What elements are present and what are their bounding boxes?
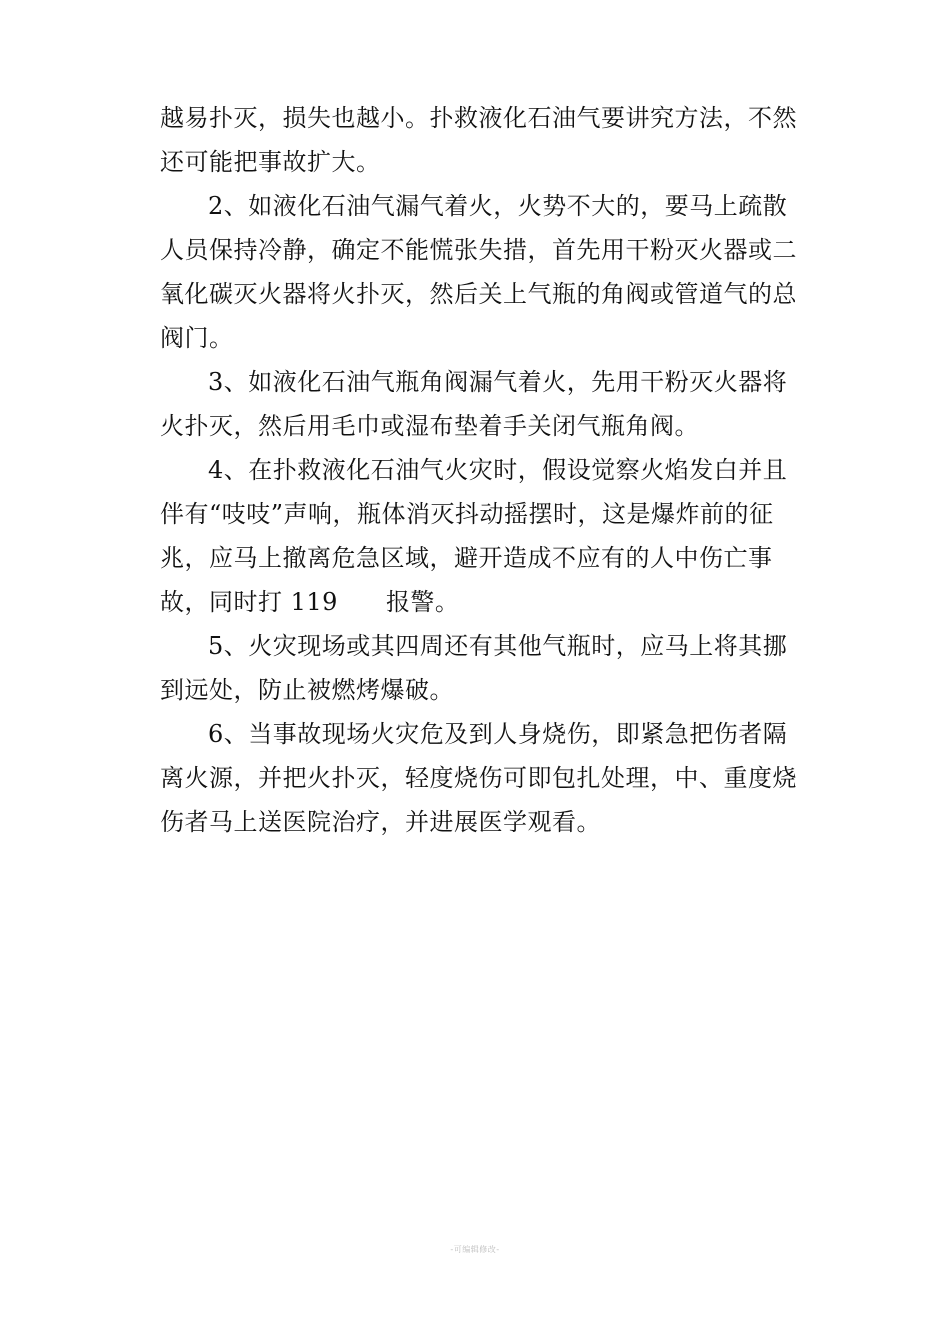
paragraph-item-4-end: 报警。 xyxy=(385,588,460,616)
paragraph-item-6: 6、当事故现场火灾危及到人身烧伤，即紧急把伤者隔离火源，并把火扑灭，轻度烧伤可即包扎处理，中、重度烧伤者马上送医院治疗，并进展医学观看。 xyxy=(160,720,797,836)
paragraph-item-5: 5、火灾现场或其四周还有其他气瓶时，应马上将其挪到远处，防止被燃烤爆破。 xyxy=(160,632,788,704)
document-body xyxy=(160,96,810,844)
paragraph-item-4-main: 4、在扑救液化石油气火灾时，假设觉察火焰发白并且伴有“吱吱”声响，瓶体消灭抖动摇摆时，这是爆炸前的征兆，应马上撤离危急区域，避开造成不应有的人中伤亡事故，同时打 119 xyxy=(160,456,788,616)
paragraph-item-3: 3、如液化石油气瓶角阀漏气着火，先用干粉灭火器将火扑灭，然后用毛巾或湿布垫着手关闭气瓶角阀。 xyxy=(160,368,788,440)
paragraph-item-2: 2、如液化石油气漏气着火，火势不大的，要马上疏散人员保持冷静，确定不能慌张失措，首先用干粉灭火器或二氧化碳灭火器将火扑灭，然后关上气瓶的角阀或管道气的总阀门。 xyxy=(160,192,797,352)
footer-watermark: -可编辑修改- xyxy=(450,1245,500,1254)
paragraph-continuation: 越易扑灭，损失也越小。扑救液化石油气要讲究方法，不然还可能把事故扩大。 xyxy=(160,104,797,176)
paragraph-item-4 xyxy=(160,448,810,624)
